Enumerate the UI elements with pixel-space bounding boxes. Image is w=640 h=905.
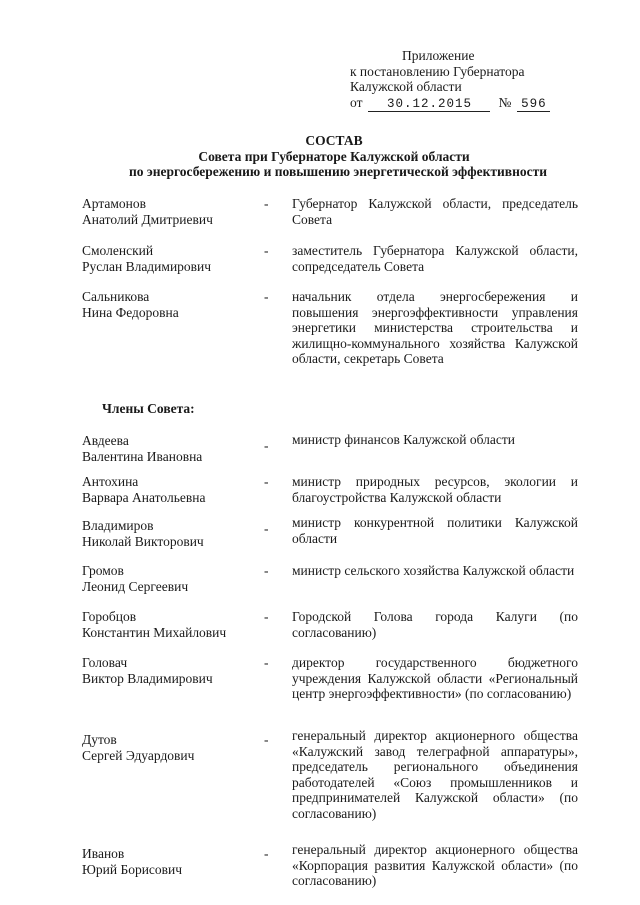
appendix-resolution: к постановлению Губернатора [350,63,525,79]
surname: Антохина [82,474,139,489]
given-names: Анатолий Дмитриевич [82,211,213,227]
document-title [0,133,640,180]
appendix-date-line [350,95,610,112]
separator-dash: - [264,563,269,578]
separator-dash: - [264,196,269,211]
given-names: Сергей Эдуардович [82,747,195,763]
given-names: Виктор Владимирович [82,670,213,686]
surname: Смоленский [82,243,154,258]
person-name [82,609,262,640]
person-name [82,474,262,505]
person-name [82,846,262,877]
surname: Сальникова [82,289,150,304]
person-name [82,196,262,227]
given-names: Валентина Ивановна [82,448,203,464]
person-role: генеральный директор акционерного общества «Корпорация развития Калужской области» (по согласованию) [292,842,578,888]
appendix-block [350,48,610,112]
separator-dash: - [264,243,269,258]
appendix-title: Приложение [402,48,475,63]
surname: Авдеева [82,433,129,448]
person-role: министр конкурентной политики Калужской области [292,515,578,546]
members-heading: Члены Совета: [102,401,195,416]
person-role: Губернатор Калужской области, председатель Совета [292,196,578,227]
person-name [82,655,262,686]
surname: Иванов [82,846,125,861]
separator-dash: - [264,438,269,453]
title-line-1: СОСТАВ [305,133,363,148]
surname: Дутов [82,732,117,747]
separator-dash: - [264,289,269,304]
person-role: директор государственного бюджетного учреждения Калужской области «Региональный центр энергоэффективности» (по согласованию) [292,655,578,701]
given-names: Варвара Анатольевна [82,489,206,505]
person-name [82,289,262,320]
person-role: Городской Голова города Калуги (по согласованию) [292,609,578,640]
person-name [82,563,262,594]
title-line-2: Совета при Губернаторе Калужской области [198,148,470,164]
from-label: от [350,94,363,110]
title-line-3: по энергосбережению и повышению энергетической эффективности [128,164,547,179]
given-names: Константин Михайлович [82,624,227,640]
surname: Громов [82,563,124,578]
resolution-number: 596 [517,98,550,112]
person-name [82,732,262,763]
given-names: Нина Федоровна [82,304,179,320]
person-name [82,243,262,274]
separator-dash: - [264,732,269,747]
appendix-region: Калужской области [350,79,462,94]
person-role: министр финансов Калужской области [292,432,515,447]
surname: Горобцов [82,609,137,624]
person-role: министр природных ресурсов, экологии и благоустройства Калужской области [292,474,578,505]
person-role: начальник отдела энергосбережения и повышения энергоэффективности управления энергетики министерства строительства и жилищно-коммунального хозяйства Калужской области, секретарь Совета [292,289,578,366]
separator-dash: - [264,655,269,670]
given-names: Леонид Сергеевич [82,578,189,594]
person-name [82,518,262,549]
surname: Головач [82,655,128,670]
number-label: № [498,94,512,110]
separator-dash: - [264,474,269,489]
surname: Владимиров [82,518,154,533]
given-names: Николай Викторович [82,533,204,549]
person-role: генеральный директор акционерного общества «Калужский завод телеграфной аппаратуры», председатель регионального объединения работодателей «Союз промышленников и предпринимателей Калужской области» (по согласованию) [292,728,578,821]
person-role: министр сельского хозяйства Калужской области [292,563,575,578]
given-names: Руслан Владимирович [82,258,212,274]
surname: Артамонов [82,196,147,211]
separator-dash: - [264,609,269,624]
separator-dash: - [264,846,269,861]
resolution-date: 30.12.2015 [368,98,490,112]
person-role: заместитель Губернатора Калужской области, сопредседатель Совета [292,243,578,274]
person-name [82,433,262,464]
given-names: Юрий Борисович [82,861,183,877]
separator-dash: - [264,521,269,536]
